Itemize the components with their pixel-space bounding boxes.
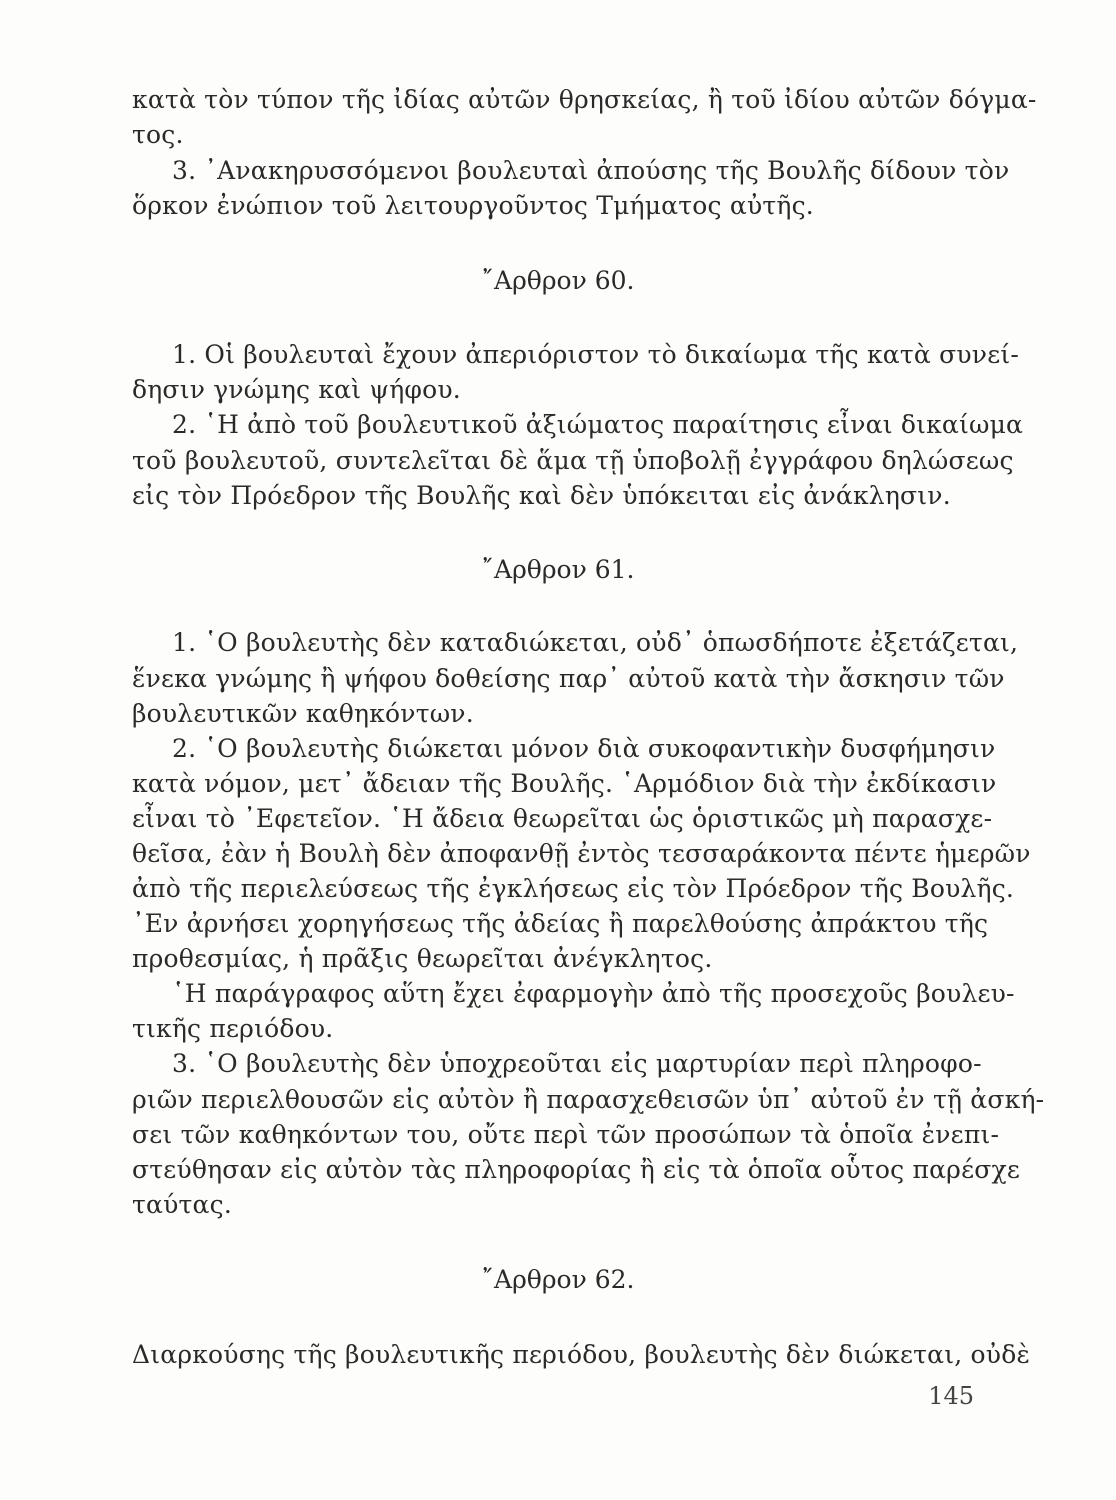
article-heading: ῎Αρθρον 62. [481,1265,635,1294]
body-line: 2. ῾Ο βουλευτὴς διώκεται μόνον διὰ συκοφαντικὴν δυσφήμησιν [172,734,996,763]
body-line: τικῆς περιόδου. [132,1014,334,1043]
body-line: 2. ῾Η ἀπὸ τοῦ βουλευτικοῦ ἀξιώματος παραίτησις εἶναι δικαίωμα [172,410,1024,439]
body-line: ριῶν περιελθουσῶν εἰς αὐτὸν ἢ παρασχεθεισῶν ὑπ᾽ αὐτοῦ ἐν τῇ ἀσκή- [132,1085,1045,1114]
body-line: σει τῶν καθηκόντων του, οὔτε περὶ τῶν προσώπων τὰ ὁποῖα ἐνεπι- [132,1120,1000,1149]
body-line: ῾Η παράγραφος αὕτη ἔχει ἐφαρμογὴν ἀπὸ τῆς προσεχοῦς βουλευ- [172,979,1015,1008]
body-line: ὅρκον ἐνώπιον τοῦ λειτουργοῦντος Τμήματος αὐτῆς. [132,191,814,220]
body-line: 3. ῾Ο βουλευτὴς δὲν ὑποχρεοῦται εἰς μαρτυρίαν περὶ πληροφο- [172,1049,982,1078]
body-line: τοῦ βουλευτοῦ, συντελεῖται δὲ ἅμα τῇ ὑποβολῇ ἐγγράφου δηλώσεως [132,446,1014,475]
body-line: κατὰ τὸν τύπον τῆς ἰδίας αὐτῶν θρησκείας, ἢ τοῦ ἰδίου αὐτῶν δόγμα- [132,85,1037,114]
body-line: 1. Οἱ βουλευταὶ ἔχουν ἀπεριόριστον τὸ δικαίωμα τῆς κατὰ συνεί- [172,340,1020,369]
body-line: προθεσμίας, ἡ πρᾶξις θεωρεῖται ἀνέγκλητος. [132,944,713,973]
body-line: δησιν γνώμης καὶ ψήφου. [132,375,461,404]
article-heading: ῎Αρθρον 61. [481,555,635,584]
body-line: τος. [132,120,184,149]
page-number: 145 [928,1382,974,1410]
body-line: θεῖσα, ἐὰν ἡ Βουλὴ δὲν ἀποφανθῇ ἐντὸς τεσσαράκοντα πέντε ἡμερῶν [132,839,1031,868]
body-line: ἀπὸ τῆς περιελεύσεως τῆς ἐγκλήσεως εἰς τὸν Πρόεδρον τῆς Βουλῆς. [132,874,1015,903]
body-line: εἰς τὸν Πρόεδρον τῆς Βουλῆς καὶ δὲν ὑπόκειται εἰς ἀνάκλησιν. [132,481,951,510]
article-heading: ῎Αρθρον 60. [481,266,635,295]
body-line: 1. ῾Ο βουλευτὴς δὲν καταδιώκεται, οὐδ᾽ ὁπωσδήποτε ἐξετάζεται, [172,628,1019,657]
body-line: 3. ᾽Ανακηρυσσόμενοι βουλευταὶ ἀπούσης τῆς Βουλῆς δίδουν τὸν [172,156,1010,185]
body-line: κατὰ νόμον, μετ᾽ ἄδειαν τῆς Βουλῆς. ῾Αρμόδιον διὰ τὴν ἐκδίκασιν [132,769,997,798]
body-line: ᾽Εν ἀρνήσει χορηγήσεως τῆς ἀδείας ἢ παρελθούσης ἀπράκτου τῆς [132,909,989,938]
body-line: ἕνεκα γνώμης ἢ ψήφου δοθείσης παρ᾽ αὐτοῦ κατὰ τὴν ἄσκησιν τῶν [132,664,1005,693]
body-line: ταύτας. [132,1190,232,1219]
body-line: βουλευτικῶν καθηκόντων. [132,699,474,728]
body-line: στεύθησαν εἰς αὐτὸν τὰς πληροφορίας ἢ εἰς τὰ ὁποῖα οὗτος παρέσχε [132,1155,1020,1184]
body-line: Διαρκούσης τῆς βουλευτικῆς περιόδου, βουλευτὴς δὲν διώκεται, οὐδὲ [132,1340,1031,1369]
body-line: εἶναι τὸ ᾽Εφετεῖον. ῾Η ἄδεια θεωρεῖται ὡς ὁριστικῶς μὴ παρασχε- [132,804,993,833]
